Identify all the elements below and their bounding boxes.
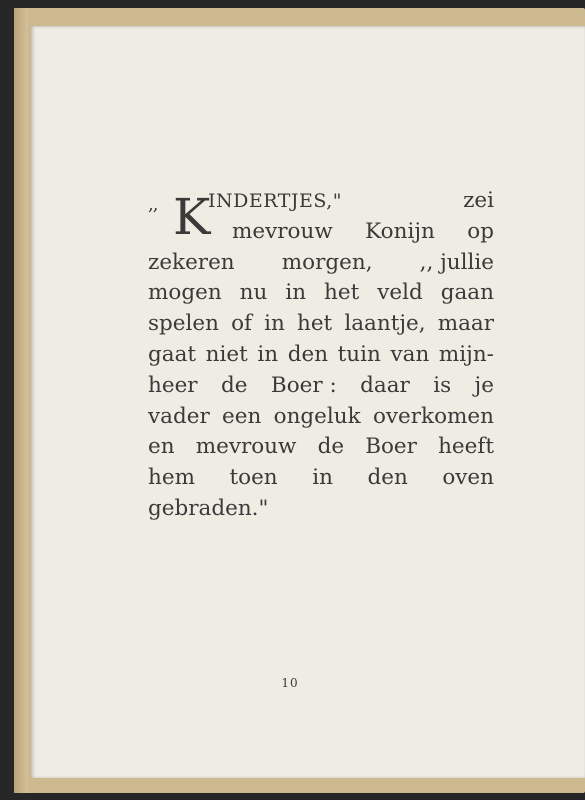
word: laantje, (344, 311, 426, 337)
word: het (296, 311, 333, 337)
text-line (148, 248, 494, 279)
word: en (148, 434, 175, 460)
word: heeft (438, 434, 494, 460)
word: maar (437, 311, 494, 337)
text-lines (148, 217, 494, 525)
word: de (317, 434, 345, 460)
word: Boer (365, 434, 417, 460)
first-line-end-word: zei (463, 188, 494, 213)
word: daar (360, 372, 410, 398)
word: zekeren (148, 249, 235, 275)
story-paragraph (148, 186, 494, 525)
word: mogen (148, 280, 222, 306)
word: den (287, 341, 329, 367)
word: of (231, 311, 252, 337)
word: den (367, 465, 408, 491)
word: vader (148, 403, 210, 429)
word: morgen, (281, 249, 373, 275)
word: in (312, 465, 333, 491)
word: in (257, 341, 279, 367)
word: een (222, 403, 262, 429)
word: op (467, 218, 494, 244)
opening-quote: ,, (148, 194, 158, 215)
word: mevrouw (195, 434, 297, 460)
text-line (148, 432, 494, 463)
word: in (264, 311, 285, 337)
text-line (148, 494, 494, 525)
word: spelen (148, 311, 219, 337)
word: Boer : (270, 372, 337, 398)
word: gaan (440, 280, 494, 306)
word: je (474, 372, 494, 398)
word: nu (239, 280, 268, 306)
word: mevrouw (232, 218, 333, 244)
text-line (148, 371, 494, 402)
word: ,, jullie (419, 249, 494, 275)
word: in (285, 280, 307, 306)
word: hem (148, 465, 195, 491)
word: oven (442, 465, 494, 491)
first-word-rest: INDERTJES," (208, 190, 342, 212)
word: overkomen (372, 403, 494, 429)
word: gaat (148, 341, 197, 367)
text-line (148, 278, 494, 309)
text-line (148, 309, 494, 340)
book-spine-edge (14, 8, 28, 793)
word: niet (205, 341, 248, 367)
word: de (220, 372, 248, 398)
page-number: 10 (281, 676, 299, 690)
word: Konijn (365, 218, 435, 244)
word: tuin (337, 341, 381, 367)
word: van (390, 341, 430, 367)
word: mijn- (438, 341, 494, 367)
text-line (148, 340, 494, 371)
word: het (324, 280, 360, 306)
text-line (148, 402, 494, 433)
word: heer (148, 372, 198, 398)
word: is (433, 372, 452, 398)
drop-cap: K (173, 188, 211, 246)
word: ongeluk (273, 403, 361, 429)
word: gebraden." (148, 495, 269, 521)
text-line (148, 463, 494, 494)
word: toen (229, 465, 278, 491)
word: veld (377, 280, 423, 306)
